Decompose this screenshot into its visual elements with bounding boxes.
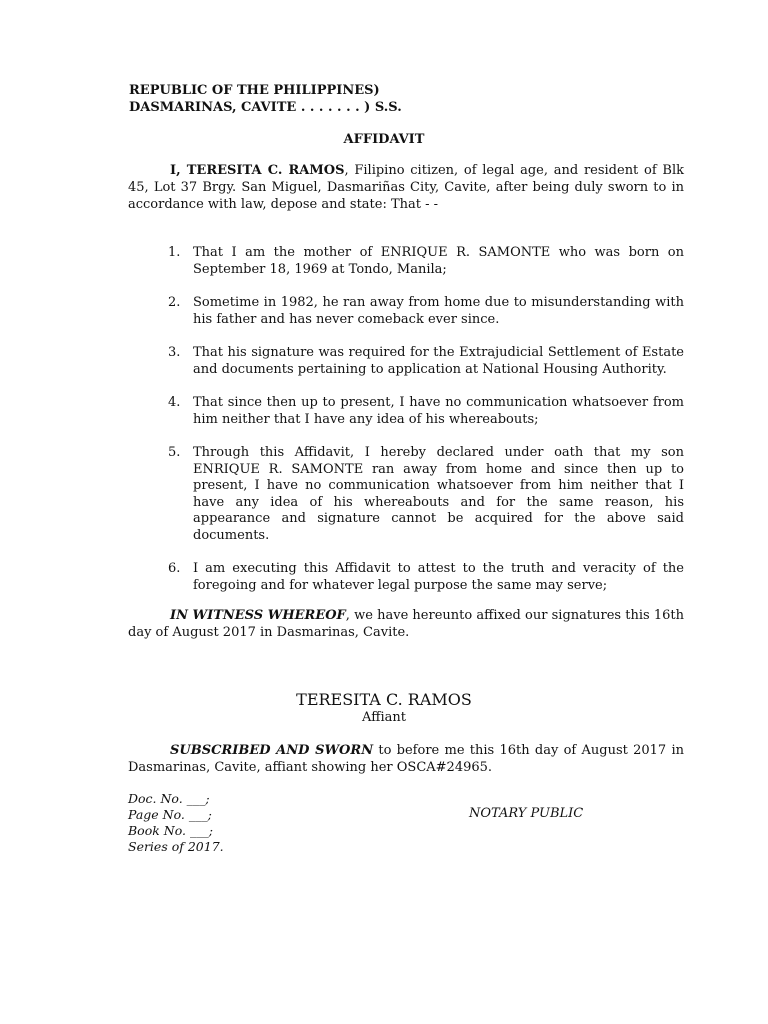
statement-text: That since then up to present, I have no communication whatsoever from him neither that I have any idea of his whereabouts; xyxy=(193,395,684,427)
statement-item xyxy=(128,445,684,544)
jurat-paragraph xyxy=(128,742,684,776)
document-title: AFFIDAVIT xyxy=(343,132,425,147)
statement-text: Through this Affidavit, I hereby declared under oath that my son ENRIQUE R. SAMONTE ran away from home and since then up to present, I have no communication whatsoever from him neither that I have any idea of his whereabouts and for the same reason, his appearance and signature cannot be acquired for the above said documents. xyxy=(193,445,684,543)
statement-number: 4. xyxy=(168,395,181,410)
statement-number: 1. xyxy=(168,245,181,260)
affiant-role: Affiant xyxy=(362,710,406,725)
venue-line-1: REPUBLIC OF THE PHILIPPINES) xyxy=(129,83,380,98)
statement-number: 6. xyxy=(168,561,181,576)
statement-item xyxy=(128,295,684,328)
statement-list xyxy=(128,245,684,594)
statement-item xyxy=(128,395,684,428)
statement-item xyxy=(128,561,684,594)
notary-public-label: NOTARY PUBLIC xyxy=(469,806,584,821)
affiant-name-intro: I, TERESITA C. RAMOS xyxy=(170,163,345,178)
witness-text: , we have hereunto affixed our signatures this 16th day of August 2017 in Dasmarinas, Cavite. xyxy=(128,608,684,640)
statement-number: 3. xyxy=(168,345,181,360)
series-year: Series of 2017. xyxy=(128,839,224,854)
doc-number: Doc. No. ___; xyxy=(128,791,210,806)
statement-number: 2. xyxy=(168,295,181,310)
book-number: Book No. ___; xyxy=(128,823,213,838)
witness-label: IN WITNESS WHEREOF xyxy=(170,608,346,623)
statement-number: 5. xyxy=(168,445,181,460)
jurat-text: to before me this 16th day of August 2017 in Dasmarinas, Cavite, affiant showing her OSCA#24965. xyxy=(128,743,684,775)
venue-line-2: DASMARINAS, CAVITE . . . . . . . ) S.S. xyxy=(129,100,402,115)
statement-item xyxy=(128,345,684,378)
witness-paragraph xyxy=(128,607,684,641)
statement-item xyxy=(128,245,684,278)
statement-text: That I am the mother of ENRIQUE R. SAMONTE who was born on September 18, 1969 at Tondo, Manila; xyxy=(193,245,684,277)
venue-header xyxy=(129,82,402,116)
intro-text: , Filipino citizen, of legal age, and resident of Blk 45, Lot 37 Brgy. San Miguel, Dasmariñas City, Cavite, after being duly sworn to in accordance with law, depose and state: That - - xyxy=(128,163,685,212)
statement-text: I am executing this Affidavit to attest to the truth and veracity of the foregoing and for whatever legal purpose the same may serve; xyxy=(193,561,684,593)
jurat-label: SUBSCRIBED AND SWORN xyxy=(170,743,374,758)
intro-paragraph xyxy=(128,162,684,213)
notarial-record xyxy=(128,791,224,855)
page-number: Page No. ___; xyxy=(128,807,212,822)
statement-text: Sometime in 1982, he ran away from home due to misunderstanding with his father and has never comeback ever since. xyxy=(193,295,684,327)
statement-text: That his signature was required for the Extrajudicial Settlement of Estate and documents pertaining to application at National Housing Authority. xyxy=(193,345,684,377)
affiant-signature-name: TERESITA C. RAMOS xyxy=(296,690,472,709)
